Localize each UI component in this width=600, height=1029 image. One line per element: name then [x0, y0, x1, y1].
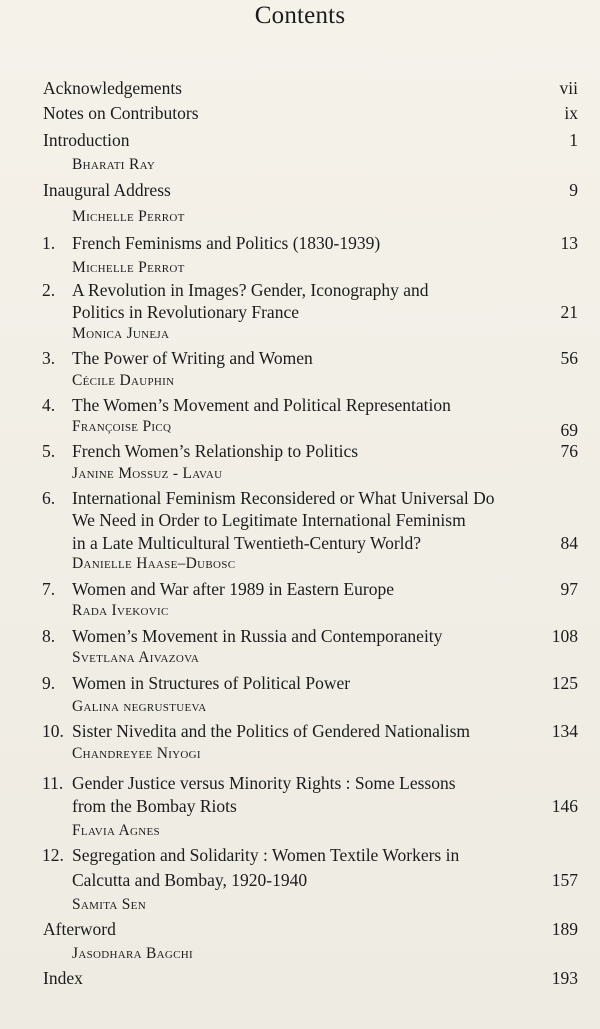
page-number: 125 — [551, 673, 578, 693]
toc-entry-line — [0, 486, 600, 510]
chapter-number: 5. — [42, 441, 56, 461]
author-name: Svetlana Aivazova — [72, 649, 200, 666]
toc-entry-line — [0, 128, 600, 152]
toc-author-line — [0, 552, 600, 576]
toc-author-line — [0, 646, 600, 670]
author-name: Samita Sen — [72, 896, 146, 913]
page-number: 69 — [560, 420, 578, 440]
page-number: 193 — [551, 968, 578, 988]
toc-author-line — [0, 742, 600, 766]
page-number: vii — [559, 78, 578, 98]
entry-title: from the Bombay Riots — [72, 796, 237, 816]
entry-title: The Women’s Movement and Political Representation — [72, 395, 451, 415]
author-name: Michelle Perrot — [72, 208, 185, 225]
author-name: Monica Juneja — [72, 325, 170, 342]
page-number: 97 — [560, 579, 578, 599]
page-number: 146 — [551, 796, 578, 816]
entry-title: Notes on Contributors — [43, 103, 199, 123]
page-number: 9 — [569, 180, 578, 200]
toc-entry-line — [0, 966, 600, 990]
author-name: Janine Mossuz - Lavau — [72, 465, 223, 482]
entry-title: A Revolution in Images? Gender, Iconography and — [72, 280, 429, 300]
toc-entry-line — [0, 624, 600, 648]
author-name: Cécile Dauphin — [72, 372, 175, 389]
author-name: Michelle Perrot — [72, 259, 185, 276]
chapter-number: 12. — [42, 845, 64, 865]
entry-title: The Power of Writing and Women — [72, 348, 313, 368]
chapter-number: 8. — [42, 626, 56, 646]
toc-entry-line — [0, 346, 600, 370]
page-number: 108 — [551, 626, 578, 646]
entry-title: Sister Nivedita and the Politics of Gendered Nationalism — [72, 721, 471, 741]
toc-author-line — [0, 153, 600, 177]
toc-entry-line — [0, 278, 600, 302]
chapter-number: 6. — [42, 488, 56, 508]
toc-author-line — [0, 599, 600, 623]
entry-title: Politics in Revolutionary France — [72, 302, 299, 322]
entry-title: Women’s Movement in Russia and Contemporaneity — [72, 626, 443, 646]
page-title: Contents — [254, 2, 346, 29]
toc-author-line — [0, 893, 600, 917]
author-name: Françoise Picq — [72, 418, 172, 435]
toc-entry-line — [0, 577, 600, 601]
entry-title: Women in Structures of Political Power — [72, 673, 351, 693]
page-number: 134 — [551, 721, 578, 741]
toc-entry-line — [0, 178, 600, 202]
entry-title: Index — [43, 968, 83, 988]
chapter-number: 7. — [42, 579, 56, 599]
entry-title: International Feminism Reconsidered or What Universal Do — [72, 488, 495, 508]
page-number: 189 — [551, 919, 578, 939]
toc-entry-line — [0, 101, 600, 125]
toc-author-line — [0, 256, 600, 280]
chapter-number: 3. — [42, 348, 56, 368]
toc-entry-line — [0, 231, 600, 255]
entry-title: in a Late Multicultural Twentieth-Century World? — [72, 533, 422, 553]
toc-entry-line — [0, 508, 600, 532]
toc-entry-line — [0, 671, 600, 695]
toc-entry-line — [0, 300, 600, 324]
chapter-number: 2. — [42, 280, 56, 300]
entry-title: French Feminisms and Politics (1830-1939) — [72, 233, 381, 253]
chapter-number: 1. — [42, 233, 56, 253]
entry-title: Gender Justice versus Minority Rights : Some Lessons — [72, 773, 456, 793]
entry-title: Afterword — [43, 919, 116, 939]
entry-title: Inaugural Address — [43, 180, 171, 200]
author-name: Chandreyee Niyogi — [72, 745, 201, 762]
toc-entry-line — [0, 393, 600, 417]
entry-title: Segregation and Solidarity : Women Textile Workers in — [72, 845, 460, 865]
toc-entry-line — [0, 843, 600, 867]
chapter-number: 10. — [42, 721, 64, 741]
entry-title: Calcutta and Bombay, 1920-1940 — [72, 870, 308, 890]
page-number: 56 — [560, 348, 578, 368]
entry-title: Women and War after 1989 in Eastern Europe — [72, 579, 394, 599]
entry-title: Acknowledgements — [43, 78, 182, 98]
toc-entry-line — [0, 439, 600, 463]
toc-entry-line — [0, 719, 600, 743]
author-name: Jasodhara Bagchi — [72, 945, 193, 962]
toc-entry-line — [0, 868, 600, 892]
author-name: Rada Ivekovic — [72, 602, 169, 619]
toc-entry-line — [0, 76, 600, 100]
toc-author-line — [0, 942, 600, 966]
page-number: 1 — [569, 130, 578, 150]
page-number: 76 — [560, 441, 578, 461]
entry-title: Introduction — [43, 130, 130, 150]
entry-title: French Women’s Relationship to Politics — [72, 441, 359, 461]
toc-author-line — [0, 819, 600, 843]
toc-entry-line — [0, 917, 600, 941]
chapter-number: 11. — [42, 773, 64, 793]
chapter-number: 4. — [42, 395, 56, 415]
page-number: 21 — [560, 302, 578, 322]
toc-entry-line — [0, 794, 600, 818]
toc-author-line — [0, 369, 600, 393]
toc-entry-line — [0, 771, 600, 795]
page-number: 13 — [560, 233, 578, 253]
author-name: Galina negrustueva — [72, 698, 207, 715]
toc-author-line — [0, 322, 600, 346]
author-name: Flavia Agnes — [72, 822, 160, 839]
page-number: 84 — [560, 533, 578, 553]
chapter-number: 9. — [42, 673, 56, 693]
toc-author-line — [0, 695, 600, 719]
author-name: Bharati Ray — [72, 156, 156, 173]
author-name: Danielle Haase–Dubosc — [72, 555, 236, 572]
page-number: 157 — [551, 870, 578, 890]
page-number: ix — [564, 103, 578, 123]
toc-author-line — [0, 462, 600, 486]
entry-title: We Need in Order to Legitimate International Feminism — [72, 510, 466, 530]
toc-author-line — [0, 205, 600, 229]
